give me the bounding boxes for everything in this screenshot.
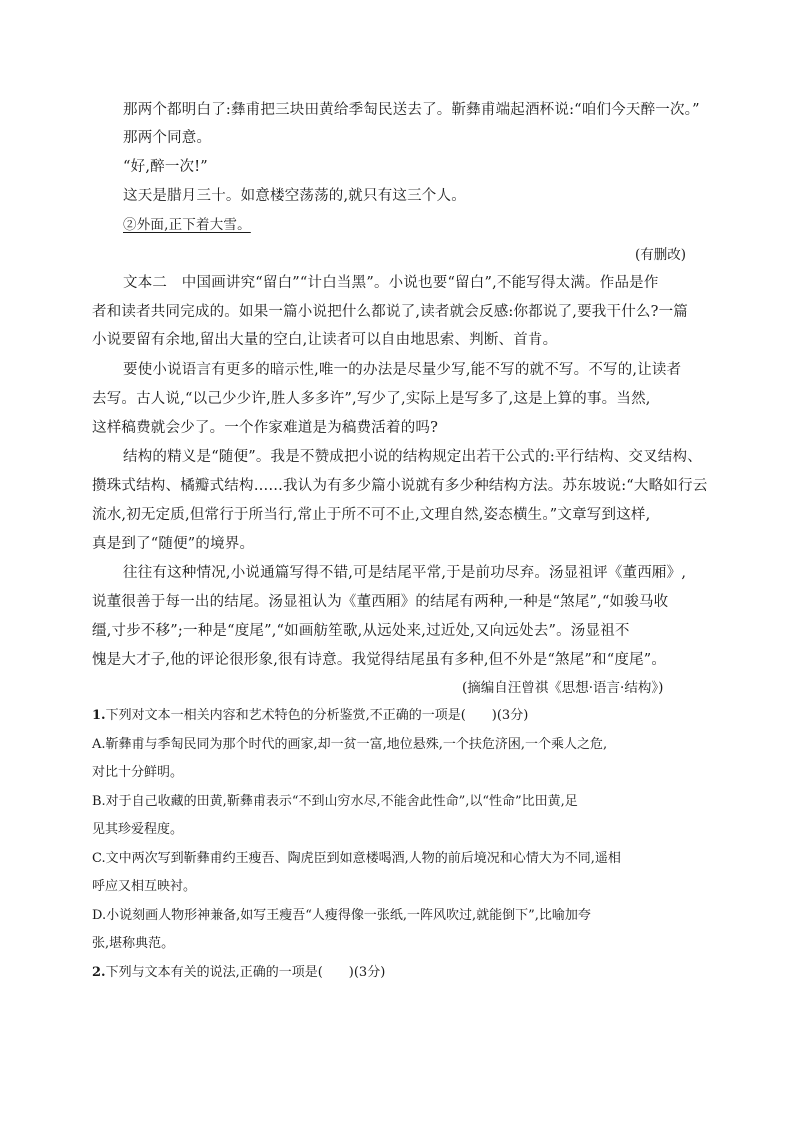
passage1-line: 那两个都明白了:彝甫把三块田黄给季匋民送去了。靳彝甫端起酒杯说:“咱们今天醉一次。” <box>123 102 700 118</box>
question-stem: 下列与文本有关的说法,正确的一项是( )(3分) <box>105 965 386 980</box>
passage1-underlined-line: ②外面,正下着大雪。 <box>123 217 251 233</box>
passage2-line: 说董很善于每一出的结尾。汤显祖认为《董西厢》的结尾有两种,一种是“煞尾”,“如骏马收 <box>92 594 669 610</box>
passage2-line: 愧是大才子,他的评论很形象,很有诗意。我觉得结尾虽有多种,但不外是“煞尾”和“度尾”。 <box>92 652 667 668</box>
question-2 <box>92 964 385 982</box>
option-c-cont: 呼应又相互映衬。 <box>92 879 197 894</box>
passage1-line: 这天是腊月三十。如意楼空荡荡的,就只有这三个人。 <box>123 188 466 204</box>
passage2-line: 往往有这种情况,小说通篇写得不错,可是结尾平常,于是前功尽弃。汤显祖评《董西厢》, <box>123 565 687 581</box>
revision-note: (有删改) <box>634 247 686 263</box>
passage2-line: 小说要留有余地,留出大量的空白,让读者可以自由地思索、判断、首肯。 <box>92 332 558 348</box>
option-b: B.对于自己收藏的田黄,靳彝甫表示“不到山穷水尽,不能舍此性命”,以“性命”比田黄,足 <box>92 794 578 809</box>
option-d: D.小说刻画人物形神兼备,如写王瘦吾“人瘦得像一张纸,一阵风吹过,就能倒下”,比喻加夸 <box>92 908 591 923</box>
option-d-cont: 张,堪称典范。 <box>92 936 175 951</box>
question-number: 2. <box>92 965 106 980</box>
passage1-line: 那两个同意。 <box>123 130 212 146</box>
passage2-line: 这样稿费就会少了。一个作家难道是为稿费活着的吗? <box>92 420 439 436</box>
question-number: 1. <box>92 708 106 723</box>
question-1 <box>92 707 528 725</box>
option-c: C.文中两次写到靳彝甫约王瘦吾、陶虎臣到如意楼喝酒,人物的前后境况和心情大为不同,遥相 <box>92 851 621 866</box>
passage2-line: 文本二 中国画讲究“留白”“计白当黑”。小说也要“留白”,不能写得太满。作品是作 <box>123 275 659 291</box>
option-b-cont: 见其珍爱程度。 <box>92 822 184 837</box>
passage2-line: 流水,初无定质,但常行于所当行,常止于所不可不止,文理自然,姿态横生。”文章写到这样, <box>92 507 651 523</box>
passage2-line: 真是到了“随便”的境界。 <box>92 536 255 552</box>
option-a-cont: 对比十分鲜明。 <box>92 765 184 780</box>
passage-source: (摘编自汪曾祺《思想·语言·结构》) <box>462 680 664 696</box>
passage2-line: 攒珠式结构、橘瓣式结构……我认为有多少篇小说就有多少种结构方法。苏东坡说:“大略如行云 <box>92 478 708 494</box>
passage2-line: 结构的精义是“随便”。我是不赞成把小说的结构规定出若干公式的:平行结构、交叉结构、 <box>123 449 702 465</box>
passage2-line: 去写。古人说,“以己少少许,胜人多多许”,写少了,实际上是写多了,这是上算的事。当然, <box>92 391 651 407</box>
question-stem: 下列对文本一相关内容和艺术特色的分析鉴赏,不正确的一项是( )(3分) <box>105 708 529 723</box>
passage1-line: “好,醉一次!” <box>123 159 208 175</box>
passage2-line: 者和读者共同完成的。如果一篇小说把什么都说了,读者就会反感:你都说了,要我干什么?一篇 <box>92 304 688 320</box>
option-a: A.靳彝甫与季匋民同为那个时代的画家,却一贫一富,地位悬殊,一个扶危济困,一个乘人之危, <box>92 737 608 752</box>
passage2-line: 要使小说语言有更多的暗示性,唯一的办法是尽量少写,能不写的就不写。不写的,让读者 <box>123 362 682 378</box>
passage2-line: 缰,寸步不移”;一种是“度尾”,“如画舫笙歌,从远处来,过近处,又向远处去”。汤显祖不 <box>92 623 630 639</box>
